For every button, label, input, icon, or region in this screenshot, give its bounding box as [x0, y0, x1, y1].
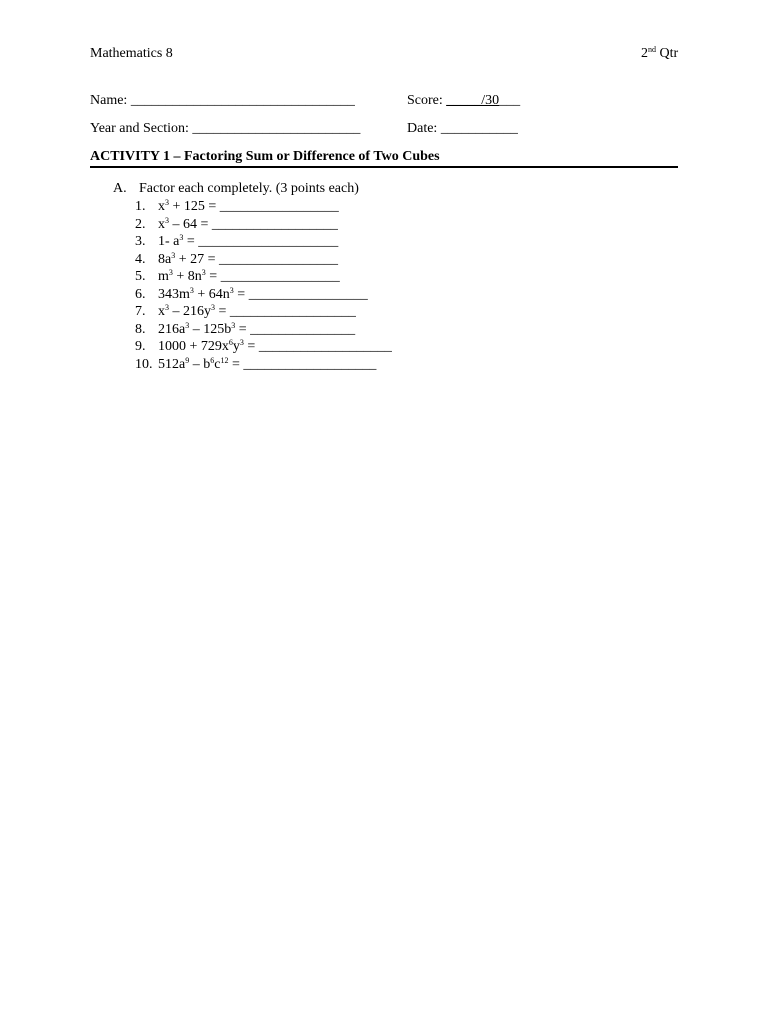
score-field[interactable] — [407, 93, 520, 109]
problem-number: 8. — [135, 321, 146, 337]
title-divider — [90, 166, 678, 168]
answer-line[interactable]: _______________ — [250, 321, 356, 337]
problem-item-10[interactable]: 10. $512a^9 - b^6c^{12}$ = ___________________ — [135, 355, 377, 372]
problem-number: 6. — [135, 286, 146, 302]
problem-item-6[interactable]: 6. $343m^3 + 64n^3$ = _________________ — [135, 285, 368, 302]
problem-item-1[interactable]: 1. $x^3 + 125$ = _________________ — [135, 198, 339, 214]
date-label: Date: — [407, 121, 438, 136]
section-letter: A. — [113, 181, 127, 196]
problem-number: 2. — [135, 216, 146, 232]
answer-line[interactable]: = ___________________ — [228, 356, 377, 372]
answer-line[interactable]: _________________ — [219, 199, 339, 214]
answer-line[interactable]: _________________ — [220, 269, 340, 284]
problem-number: 10. — [135, 356, 153, 372]
year-section-field[interactable] — [90, 121, 360, 137]
year-section-label: Year and Section: — [90, 121, 189, 136]
problem-item-8[interactable]: 8. $216a^3 - 125b^3$ = _______________ — [135, 320, 356, 337]
answer-line[interactable]: _________________ — [219, 251, 339, 267]
answer-line[interactable]: _________________ — [248, 286, 368, 302]
problem-item-3[interactable]: 3. 1- $a^3$ = ____________________ — [135, 233, 339, 249]
score-value: _____/30 — [446, 93, 500, 108]
problem-number: 3. — [135, 234, 146, 249]
instruction-text: Factor each completely. (3 points each) — [139, 181, 359, 196]
problem-item-7[interactable]: 7. $x^3 - 216y^3$ = __________________ — [135, 303, 356, 319]
problem-number: 5. — [135, 269, 146, 284]
answer-line[interactable]: ___________________ — [258, 339, 392, 354]
problem-item-9[interactable]: 9. $1000 + 729x^6y^3$ = ___________________ — [135, 338, 392, 354]
name-field[interactable] — [90, 93, 355, 109]
problem-number: 1. — [135, 199, 146, 214]
problem-item-4[interactable]: 4. $8a^3 + 27$ = _________________ — [135, 250, 339, 267]
name-line[interactable]: ________________________________ — [130, 93, 355, 108]
score-label: Score: — [407, 93, 443, 108]
date-line[interactable]: ___________ — [440, 121, 518, 136]
problem-list — [135, 198, 392, 373]
answer-line[interactable]: ____________________ — [198, 234, 339, 249]
subject-label: Mathematics 8 — [90, 46, 173, 61]
year-section-line[interactable]: ________________________ — [192, 121, 361, 136]
answer-line[interactable]: __________________ — [229, 304, 356, 319]
score-line[interactable]: ___ — [499, 93, 521, 108]
quarter-label: 2nd Qtr — [641, 45, 679, 61]
problem-number: 4. — [135, 251, 146, 267]
problem-number: 7. — [135, 304, 146, 319]
section-a-instruction — [113, 181, 359, 197]
activity-title: ACTIVITY 1 – Factoring Sum or Difference of Two Cubes — [90, 149, 440, 164]
problem-number: 9. — [135, 339, 146, 354]
answer-line[interactable]: __________________ — [211, 216, 338, 232]
name-label: Name: — [90, 93, 128, 108]
problem-item-2[interactable]: 2. $x^3 - 64$ = __________________ — [135, 215, 338, 232]
problem-item-5[interactable]: 5. $m^3 + 8n^3$ = _________________ — [135, 268, 340, 284]
date-field[interactable] — [407, 121, 518, 137]
